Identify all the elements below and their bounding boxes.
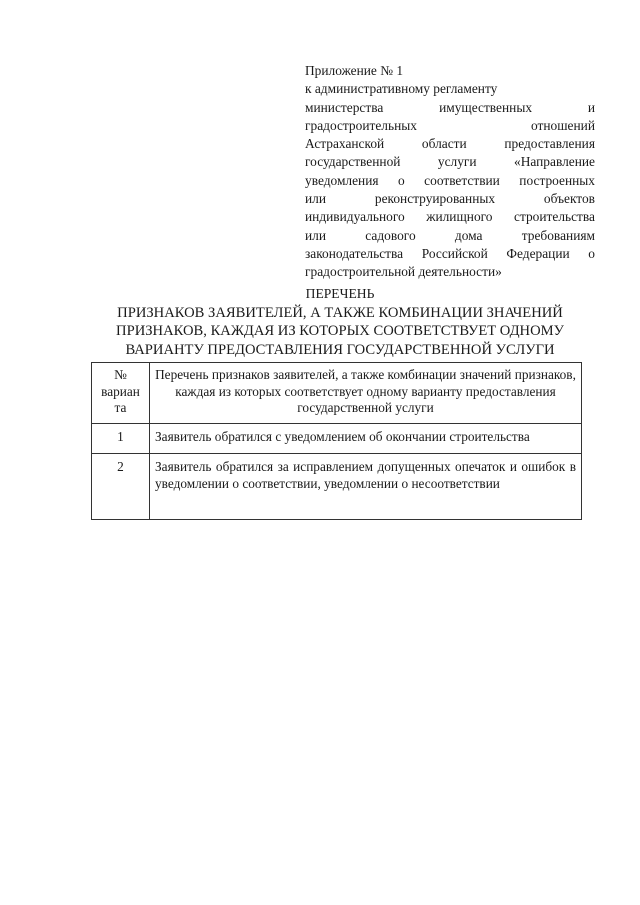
appendix-line: к административному регламенту [305,81,498,97]
variants-table [91,362,582,520]
header-description: Перечень признаков заявителей, а также комбинации значений признаков, каждая из которых соответствует одному варианту предоставления государственной услуги [150,363,582,424]
appendix-line: индивидуального жилищного строительства [305,209,595,225]
appendix-line: Астраханской области предоставления [305,136,595,152]
variant-description: Заявитель обратился с уведомлением об окончании строительства [150,424,582,454]
appendix-block [305,62,595,282]
appendix-line: или реконструированных объектов [305,191,595,207]
document-title [60,285,620,359]
variant-description: Заявитель обратился за исправлением допущенных опечаток и ошибок в уведомлении о соответствии, уведомлении о несоответствии [150,454,582,520]
title-line: ВАРИАНТУ ПРЕДОСТАВЛЕНИЯ ГОСУДАРСТВЕННОЙ УСЛУГИ [125,341,555,358]
title-line: ПРИЗНАКОВ ЗАЯВИТЕЛЕЙ, А ТАКЖЕ КОМБИНАЦИИ ЗНАЧЕНИЙ [117,304,563,321]
appendix-line: уведомления о соответствии построенных [305,172,595,188]
title-line: ПЕРЕЧЕНЬ [305,286,375,301]
table-row [92,454,582,520]
header-variant-number: № вариан та [92,363,150,424]
appendix-line: законодательства Российской Федерации о [305,245,595,261]
variant-number: 2 [92,454,150,520]
appendix-line: министерства имущественных и [305,99,595,115]
title-line: ПРИЗНАКОВ, КАЖДАЯ ИЗ КОТОРЫХ СООТВЕТСТВУЕТ ОДНОМУ [116,323,564,339]
appendix-line: государственной услуги «Направление [305,154,595,170]
appendix-line: градостроительной деятельности» [305,264,502,280]
appendix-line: или садового дома требованиям [305,227,595,243]
table-row [92,424,582,454]
variant-number: 1 [92,424,150,454]
table-header-row [92,363,582,424]
appendix-line: Приложение № 1 [305,63,404,78]
appendix-line: градостроительных отношений [305,117,595,133]
